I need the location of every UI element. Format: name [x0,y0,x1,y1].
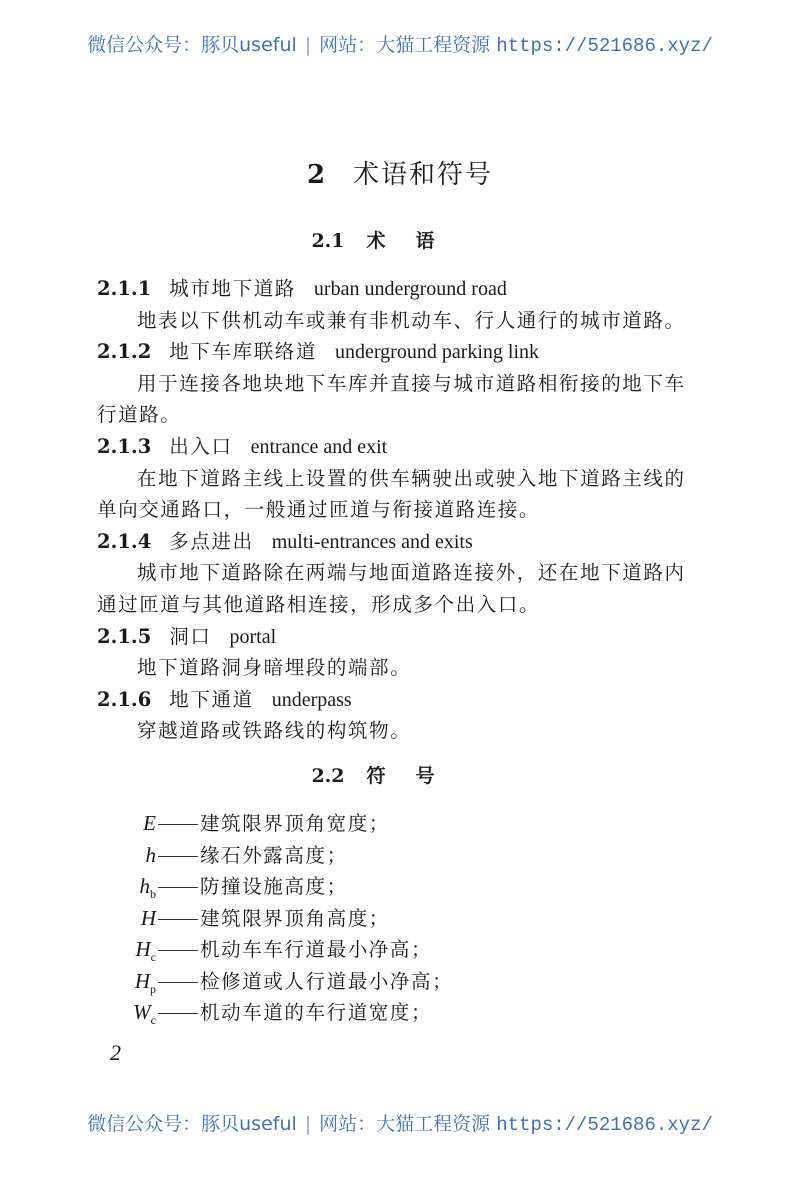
symbol-subscript: c [150,1013,156,1028]
dash-separator [158,919,198,920]
term-entry [97,684,352,712]
term-definition: 地下道路洞身暗埋段的端部。 [137,656,412,680]
watermark-site: 网站：大猫工程资源 [319,1113,491,1135]
term-chinese: 多点进出 [169,529,254,553]
term-definition: 用于连接各地块地下车库并直接与城市道路相衔接的地下车 [137,371,686,395]
symbol [96,937,156,965]
dash-separator [158,982,198,983]
symbol-description: 机动车车行道最小净高； [200,938,433,961]
symbol-entry [96,966,453,997]
dash-separator [158,887,198,888]
symbol-letter: h [145,842,156,867]
section-heading-symbols [0,761,776,788]
page-number: 2 [110,1040,121,1065]
symbol-description: 防撞设施高度； [200,875,348,898]
watermark-url[interactable]: https://521686.xyz/ [496,35,713,57]
symbol-letter: h [139,874,150,898]
chapter-number: 2 [306,160,328,190]
symbol-letter: E [143,811,156,835]
dash-separator [158,824,198,825]
section-heading-terms [0,226,776,253]
section-number: 2.2 [311,765,345,787]
section-title: 术语 [366,230,465,252]
term-english: urban underground road [313,278,507,300]
symbol [96,906,156,931]
term-english: multi-entrances and exits [271,530,473,553]
term-english: entrance and exit [250,436,388,458]
term-number: 2.1.4 [97,529,152,553]
term-entry [97,431,387,459]
term-number: 2.1.1 [97,277,152,300]
symbol [96,969,156,997]
symbol-description: 检修道或人行道最小净高； [200,969,454,993]
term-english: underground parking link [335,341,540,364]
symbol-entry [96,934,432,965]
symbol-subscript: c [150,950,156,965]
symbol-letter: W [133,1000,151,1024]
symbol [96,874,156,902]
term-number: 2.1.3 [97,435,152,458]
watermark-site: 网站：大猫工程资源 [319,34,491,56]
term-definition: 城市地下道路除在两端与地面道路连接外，还在地下道路内 [137,561,686,585]
term-number: 2.1.2 [97,340,152,364]
section-title: 符号 [366,765,465,787]
symbol-letter: H [135,937,151,961]
symbol [96,1000,156,1028]
term-definition: 穿越道路或铁路线的构筑物。 [137,719,412,743]
symbol-letter: H [140,905,156,930]
term-definition: 在地下道路主线上设置的供车辆驶出或驶入地下道路主线的 [137,466,686,490]
term-entry [97,273,507,301]
symbol-subscript: p [150,981,156,996]
symbol-entry [96,903,390,931]
symbol-description: 建筑限界顶角高度； [200,906,390,930]
watermark-text: 微信公众号：豚贝useful [87,1113,297,1135]
chapter-title [0,154,800,191]
watermark-separator: | [304,34,312,56]
symbol-entry [96,997,432,1028]
symbol-letter: H [134,968,150,993]
dash-separator [158,1013,198,1014]
term-chinese: 地下车库联络道 [169,340,317,364]
watermark-header [0,30,800,57]
symbol-description: 缘石外露高度； [200,843,348,867]
term-definition: 行道路。 [97,403,182,427]
watermark-text: 微信公众号：豚贝useful [87,34,297,56]
symbol-entry [96,871,348,902]
term-chinese: 洞口 [169,624,212,648]
dash-separator [158,950,198,951]
section-number: 2.1 [311,230,345,252]
chapter-title-text: 术语和符号 [353,160,494,190]
symbol-subscript: b [150,887,156,902]
term-definition: 地表以下供机动车或兼有非机动车、行人通行的城市道路。 [137,308,686,332]
term-english: underpass [271,688,352,711]
term-entry [97,621,276,649]
term-english: portal [229,625,277,648]
term-chinese: 地下通道 [169,687,254,711]
dash-separator [158,856,198,857]
symbol-description: 机动车道的车行道宽度； [200,1001,433,1024]
term-chinese: 城市地下道路 [169,277,296,300]
watermark-url[interactable]: https://521686.xyz/ [496,1114,713,1136]
term-definition: 单向交通路口，一般通过匝道与衔接道路连接。 [97,498,541,522]
symbol-entry [96,840,348,868]
watermark-footer [0,1109,800,1136]
term-number: 2.1.5 [97,624,152,648]
symbol [96,811,156,836]
term-chinese: 出入口 [169,435,233,458]
term-definition: 通过匝道与其他道路相连接，形成多个出入口。 [97,593,541,616]
term-entry [97,336,539,364]
symbol [96,843,156,868]
symbol-description: 建筑限界顶角宽度； [200,812,390,835]
term-entry [97,526,473,554]
watermark-separator: | [304,1113,312,1135]
term-number: 2.1.6 [97,687,152,711]
symbol-entry [96,808,390,836]
